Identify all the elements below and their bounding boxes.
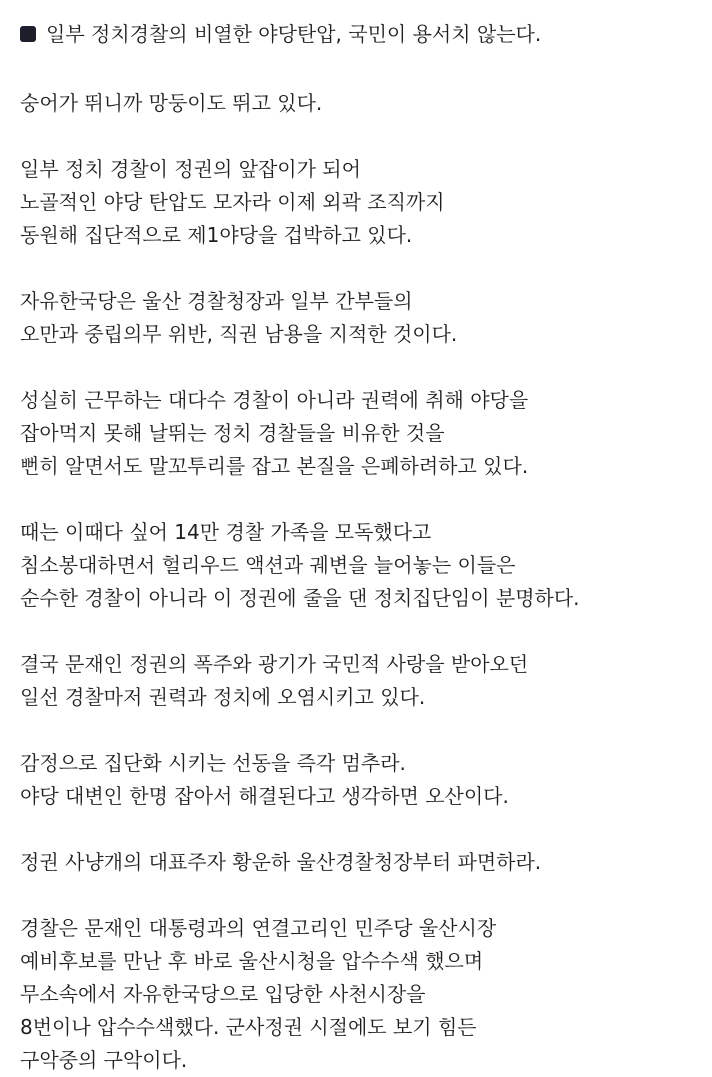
paragraph — [20, 747, 700, 813]
text-line: 침소봉대하면서 헐리우드 액션과 궤변을 늘어놓는 이들은 — [20, 553, 516, 577]
black-square-bullet-icon — [20, 26, 36, 42]
text-line: 노골적인 야당 탄압도 모자라 이제 외곽 조직까지 — [20, 190, 445, 214]
paragraph — [20, 87, 700, 120]
text-line: 동원해 집단적으로 제1야당을 겁박하고 있다. — [20, 223, 413, 247]
text-line: 무소속에서 자유한국당으로 입당한 사천시장을 — [20, 982, 426, 1006]
text-line: 결국 문재인 정권의 폭주와 광기가 국민적 사랑을 받아오던 — [20, 652, 529, 676]
text-line: 순수한 경찰이 아니라 이 정권에 줄을 댄 정치집단임이 분명하다. — [20, 586, 580, 610]
paragraph-list — [20, 87, 700, 1077]
text-line: 감정으로 집단화 시키는 선동을 즉각 멈추라. — [20, 751, 406, 775]
paragraph — [20, 153, 700, 252]
text-line: 뻔히 알면서도 말꼬투리를 잡고 본질을 은폐하려하고 있다. — [20, 454, 529, 478]
document-title: 일부 정치경찰의 비열한 야당탄압, 국민이 용서치 않는다. — [46, 22, 542, 46]
text-line: 때는 이때다 싶어 14만 경찰 가족을 모독했다고 — [20, 520, 432, 544]
paragraph — [20, 384, 700, 483]
text-line: 일부 정치 경찰이 정권의 앞잡이가 되어 — [20, 157, 361, 181]
text-line: 경찰은 문재인 대통령과의 연결고리인 민주당 울산시장 — [20, 916, 497, 940]
text-line: 구악중의 구악이다. — [20, 1048, 188, 1072]
text-line: 야당 대변인 한명 잡아서 해결된다고 생각하면 오산이다. — [20, 784, 509, 808]
text-line: 8번이나 압수수색했다. 군사정권 시절에도 보기 힘든 — [20, 1015, 477, 1039]
text-line: 예비후보를 만난 후 바로 울산시청을 압수수색 했으며 — [20, 949, 484, 973]
paragraph — [20, 846, 700, 879]
paragraph — [20, 516, 700, 615]
text-line: 정권 사냥개의 대표주자 황운하 울산경찰청장부터 파면하라. — [20, 850, 542, 874]
text-line: 성실히 근무하는 대다수 경찰이 아니라 권력에 취해 야당을 — [20, 388, 529, 412]
document-title-row — [20, 14, 700, 54]
paragraph — [20, 912, 700, 1077]
text-line: 자유한국당은 울산 경찰청장과 일부 간부들의 — [20, 289, 413, 313]
text-line: 숭어가 뛰니까 망둥이도 뛰고 있다. — [20, 91, 323, 115]
text-line: 잡아먹지 못해 날뛰는 정치 경찰들을 비유한 것을 — [20, 421, 445, 445]
paragraph — [20, 648, 700, 714]
document-body — [20, 14, 700, 1077]
text-line: 오만과 중립의무 위반, 직권 남용을 지적한 것이다. — [20, 322, 458, 346]
paragraph — [20, 285, 700, 351]
text-line: 일선 경찰마저 권력과 정치에 오염시키고 있다. — [20, 685, 426, 709]
